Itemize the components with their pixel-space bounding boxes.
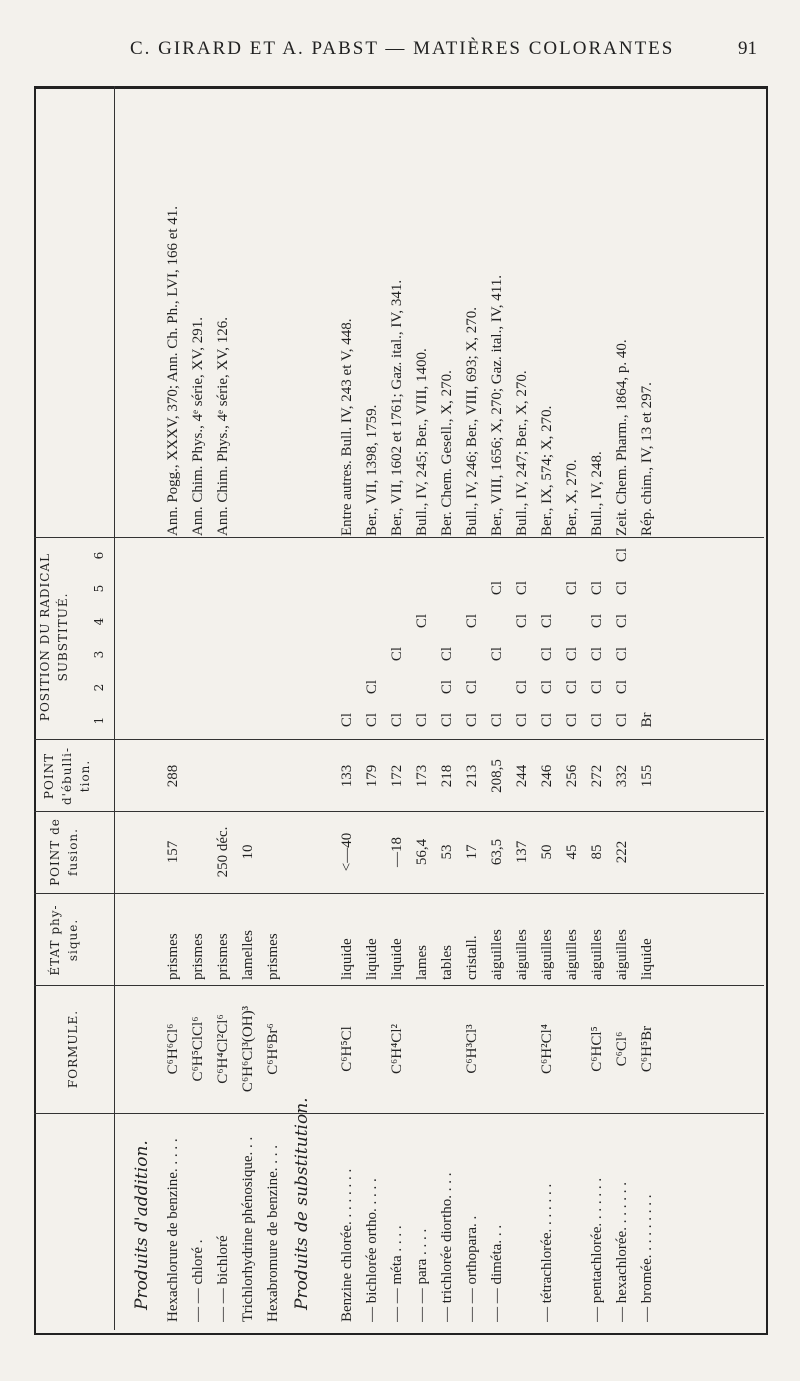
row-name: — — chloré . <box>190 1239 206 1322</box>
row-formula: C⁶H⁶Cl³(OH)³ <box>240 1005 256 1093</box>
row-fusion: 157 <box>165 840 181 864</box>
row-reference: Bull., IV, 248. <box>589 451 605 536</box>
row-position-2: Cl <box>614 679 630 695</box>
row-fusion: 56,4 <box>414 838 430 866</box>
row-fusion: 63,5 <box>489 838 505 866</box>
row-position-5: Cl <box>564 580 580 596</box>
row-formula: C⁶H⁶Cl⁶ <box>165 1023 181 1075</box>
row-position-1: Cl <box>389 712 405 728</box>
row-position-1: Cl <box>514 712 530 728</box>
header-title: C. GIRARD ET A. PABST — MATIÈRES COLORANTES <box>130 38 675 59</box>
row-reference: Rép. chim., IV, 13 et 297. <box>639 382 655 536</box>
row-fusion: <—40 <box>339 832 355 872</box>
row-name: — pentachlorée. . . . . . . <box>589 1177 605 1322</box>
row-name: — bichlorée ortho. . . . . <box>364 1178 380 1322</box>
col-header-etat: ÉTAT phy- sique. <box>48 904 80 976</box>
position-index-header: 6 <box>92 550 106 560</box>
row-position-1: Cl <box>614 712 630 728</box>
row-ebullition: 256 <box>564 764 580 788</box>
row-etat: liquide <box>639 938 655 980</box>
row-position-1: Br <box>639 712 655 728</box>
row-ebullition: 133 <box>339 764 355 788</box>
row-formula: C⁶H⁶Br⁶ <box>265 1023 281 1075</box>
row-position-1: Cl <box>339 712 355 728</box>
section-addition: Produits d'addition. <box>132 1140 152 1310</box>
row-position-1: Cl <box>414 712 430 728</box>
row-position-2: Cl <box>589 679 605 695</box>
row-reference: Ber. Chem. Gesell., X, 270. <box>439 370 455 536</box>
row-formula: C⁶H⁴Cl²Cl⁶ <box>215 1014 231 1084</box>
row-name: — — méta . . . . <box>389 1225 405 1322</box>
row-reference: Bull., IV, 247; Ber., X, 270. <box>514 370 530 536</box>
row-reference: Bull., IV, 245; Ber., VIII, 1400. <box>414 348 430 536</box>
col-header-ebull: POINT d'ébulli- tion. <box>42 746 92 806</box>
row-position-4: Cl <box>539 613 555 629</box>
row-reference: Bull., IV, 246; Ber., VIII, 693; X, 270. <box>464 306 480 536</box>
row-ebullition: 173 <box>414 764 430 788</box>
row-ebullition: 213 <box>464 764 480 788</box>
row-name: Benzine chlorée. . . . . . . . <box>339 1168 355 1322</box>
position-index-header: 2 <box>92 682 106 692</box>
row-reference: Ann. Pogg., XXXV, 370; Ann. Ch. Ph., LVI, 166 et 41. <box>165 205 181 536</box>
row-fusion: 45 <box>564 844 580 860</box>
row-position-3: Cl <box>489 646 505 662</box>
row-name: — — para . . . . <box>414 1228 430 1322</box>
row-ebullition: 246 <box>539 764 555 788</box>
row-etat: prismes <box>215 933 231 980</box>
row-reference: Ber., VII, 1398, 1759. <box>364 404 380 536</box>
row-name: — — orthopara. . <box>464 1215 480 1322</box>
row-etat: lamelles <box>240 930 256 980</box>
row-ebullition: 332 <box>614 764 630 788</box>
row-position-1: Cl <box>489 712 505 728</box>
row-position-1: Cl <box>564 712 580 728</box>
position-index-header: 5 <box>92 583 106 593</box>
row-name: — tétrachlorée. . . . . . . <box>539 1183 555 1322</box>
col-sep <box>34 811 764 812</box>
row-position-4: Cl <box>464 613 480 629</box>
row-position-4: Cl <box>514 613 530 629</box>
row-position-2: Cl <box>364 679 380 695</box>
row-position-5: Cl <box>489 580 505 596</box>
row-ebullition: 155 <box>639 764 655 788</box>
row-formula: C⁶H⁵ClCl⁶ <box>190 1016 206 1082</box>
row-position-3: Cl <box>389 646 405 662</box>
row-formula: C⁶HCl⁵ <box>589 1026 605 1072</box>
row-etat: lames <box>414 945 430 980</box>
row-etat: cristall. <box>464 935 480 980</box>
row-position-2: Cl <box>464 679 480 695</box>
row-fusion: —18 <box>389 837 405 867</box>
row-position-5: Cl <box>514 580 530 596</box>
row-fusion: 85 <box>589 844 605 860</box>
row-position-1: Cl <box>439 712 455 728</box>
row-reference: Ann. Chim. Phys., 4ᵉ série, XV, 291. <box>190 317 206 536</box>
col-header-fusion: POINT de fusion. <box>48 818 80 886</box>
row-etat: tables <box>439 945 455 980</box>
row-fusion: 50 <box>539 844 555 860</box>
header-rule <box>114 86 115 1330</box>
col-sep <box>34 1113 764 1114</box>
row-position-3: Cl <box>564 646 580 662</box>
row-fusion: 53 <box>439 844 455 860</box>
row-fusion: 137 <box>514 840 530 864</box>
row-reference: Zeit. Chem. Pharm., 1864, p. 40. <box>614 339 630 536</box>
row-fusion: 222 <box>614 840 630 864</box>
row-formula: C⁶H⁵Cl <box>339 1026 355 1072</box>
row-name: — — diméta. . . <box>489 1224 505 1322</box>
row-etat: aiguilles <box>539 929 555 980</box>
row-etat: prismes <box>165 933 181 980</box>
row-formula: C⁶Cl⁶ <box>614 1031 630 1067</box>
row-ebullition: 244 <box>514 764 530 788</box>
row-etat: aiguilles <box>589 929 605 980</box>
row-name: — trichlorée diortho. . . . <box>439 1172 455 1322</box>
row-position-3: Cl <box>614 646 630 662</box>
row-position-1: Cl <box>464 712 480 728</box>
row-etat: liquide <box>339 938 355 980</box>
page-number: 91 <box>738 38 757 59</box>
row-fusion: 17 <box>464 844 480 860</box>
row-name: Hexabromure de benzine. . . . <box>265 1144 281 1322</box>
row-ebullition: 218 <box>439 764 455 788</box>
row-ebullition: 272 <box>589 764 605 788</box>
row-etat: liquide <box>389 938 405 980</box>
row-position-1: Cl <box>539 712 555 728</box>
row-position-1: Cl <box>589 712 605 728</box>
row-name: Trichlorhydrine phénosique. . . <box>240 1136 256 1322</box>
row-position-5: Cl <box>589 580 605 596</box>
row-reference: Ber., VII, 1602 et 1761; Gaz. ital., IV, 341. <box>389 279 405 536</box>
row-position-2: Cl <box>539 679 555 695</box>
row-etat: aiguilles <box>564 929 580 980</box>
row-position-2: Cl <box>514 679 530 695</box>
row-etat: aiguilles <box>489 929 505 980</box>
row-position-4: Cl <box>614 613 630 629</box>
row-reference: Ber., VIII, 1656; X, 270; Gaz. ital., IV, 411. <box>489 275 505 536</box>
row-name: Hexachlorure de benzine. . . . . <box>165 1138 181 1322</box>
row-name: — — bichloré <box>215 1235 231 1322</box>
col-sep <box>34 985 764 986</box>
row-etat: aiguilles <box>614 929 630 980</box>
row-ebullition: 208,5 <box>489 759 505 793</box>
row-etat: prismes <box>190 933 206 980</box>
row-position-5: Cl <box>614 580 630 596</box>
position-index-header: 3 <box>92 649 106 659</box>
row-formula: C⁶H⁵Br <box>639 1025 655 1073</box>
row-position-4: Cl <box>414 613 430 629</box>
col-sep <box>34 739 764 740</box>
row-reference: Ber., X, 270. <box>564 459 580 536</box>
row-etat: liquide <box>364 938 380 980</box>
row-position-2: Cl <box>564 679 580 695</box>
row-fusion: 10 <box>240 844 256 860</box>
row-ebullition: 179 <box>364 764 380 788</box>
col-header-position: POSITION DU RADICAL SUBSTITUÉ. <box>38 552 70 722</box>
running-header <box>0 38 800 68</box>
row-ebullition: 288 <box>165 764 181 788</box>
row-reference: Ann. Chim. Phys., 4ᵉ série, XV, 126. <box>215 317 231 536</box>
row-formula: C⁶H³Cl³ <box>464 1024 480 1074</box>
position-index-header: 1 <box>92 715 106 725</box>
col-sep <box>34 537 764 538</box>
row-position-2: Cl <box>439 679 455 695</box>
row-name: — bromée. . . . . . . . . <box>639 1194 655 1322</box>
row-etat: aiguilles <box>514 929 530 980</box>
row-position-3: Cl <box>439 646 455 662</box>
col-sep <box>34 893 764 894</box>
row-position-3: Cl <box>589 646 605 662</box>
row-position-4: Cl <box>589 613 605 629</box>
row-position-6: Cl <box>614 547 630 563</box>
row-reference: Entre autres. Bull. IV, 243 et V, 448. <box>339 318 355 536</box>
section-substitution: Produits de substitution. <box>292 1097 312 1310</box>
row-formula: C⁶H²Cl⁴ <box>539 1024 555 1074</box>
row-position-1: Cl <box>364 712 380 728</box>
row-formula: C⁶H⁴Cl² <box>389 1024 405 1074</box>
row-reference: Ber., IX, 574; X, 270. <box>539 405 555 536</box>
row-ebullition: 172 <box>389 764 405 788</box>
col-header-formule: FORMULE. <box>66 1009 80 1089</box>
row-fusion: 250 déc. <box>215 826 231 878</box>
row-etat: prismes <box>265 933 281 980</box>
position-index-header: 4 <box>92 616 106 626</box>
row-name: — hexachlorée. . . . . . . <box>614 1182 630 1322</box>
rotated-table <box>34 86 764 1330</box>
row-position-3: Cl <box>539 646 555 662</box>
